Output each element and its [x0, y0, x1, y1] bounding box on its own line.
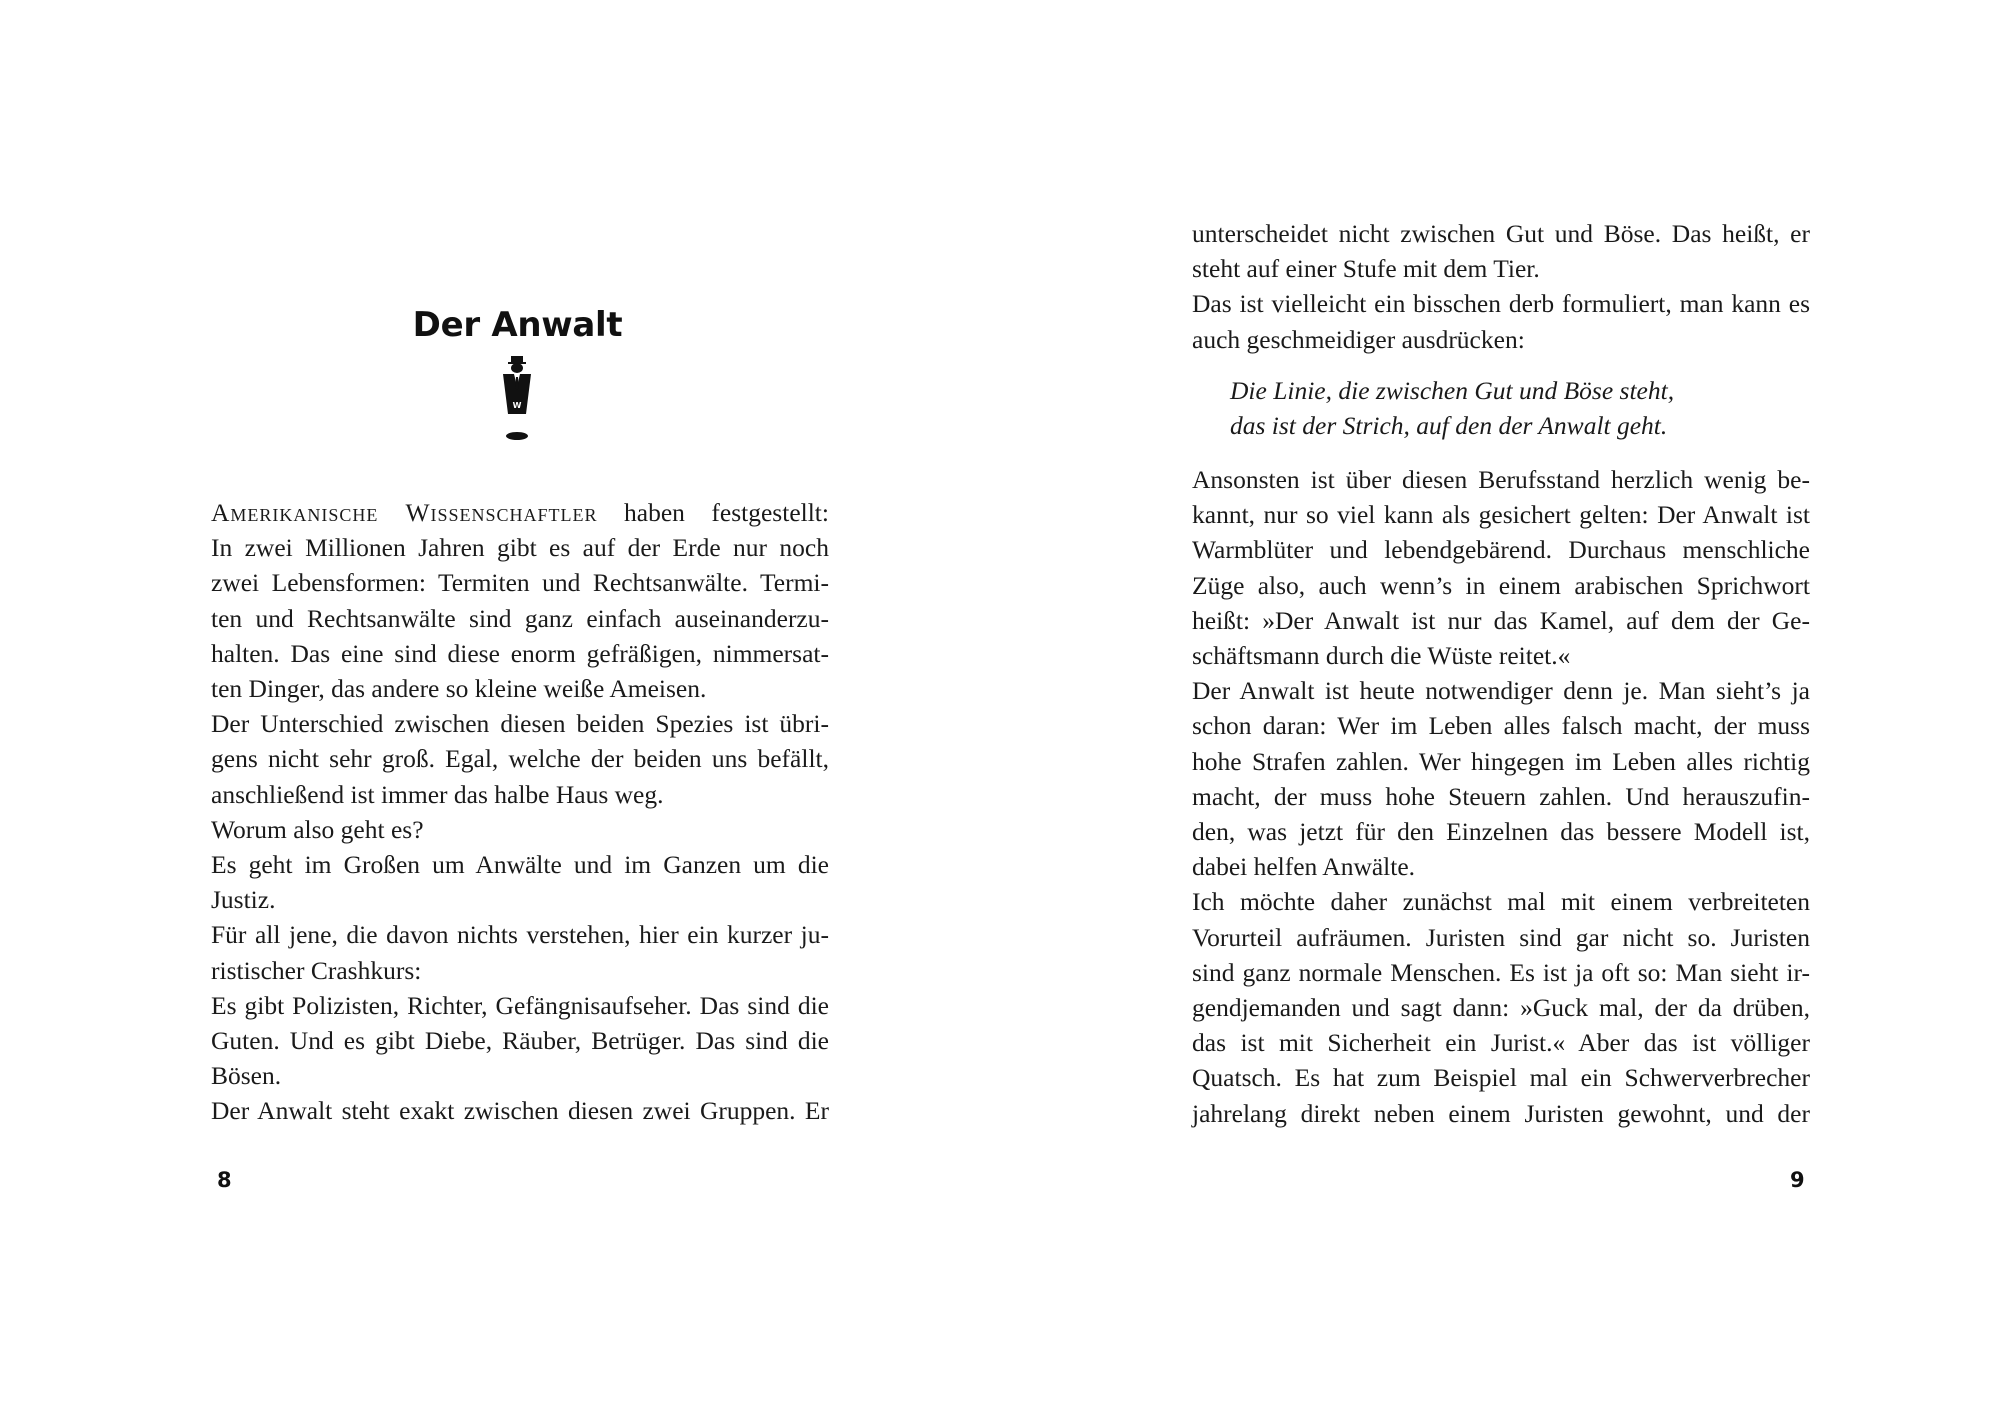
text-line: Quatsch. Es hat zum Beispiel mal ein Schwerverbrecher [1192, 1063, 1810, 1093]
text-line: gens nicht sehr groß. Egal, welche der beiden uns befällt, [211, 744, 829, 774]
text-line: heißt: »Der Anwalt ist nur das Kamel, auf dem der Ge- [1192, 605, 1810, 635]
text-line: sind ganz normale Menschen. Es ist ja oft so: Man sieht ir- [1192, 957, 1810, 987]
text-line: jahrelang direkt neben einem Juristen gewohnt, und der [1192, 1098, 1810, 1128]
text-line: Das ist vielleicht ein bisschen derb formuliert, man kann es [1192, 289, 1810, 319]
text-line: ten Dinger, das andere so kleine weiße Ameisen. [211, 674, 707, 703]
text-line: hohe Strafen zahlen. Wer hingegen im Leben alles richtig [1192, 746, 1810, 776]
text-line: auch geschmeidiger ausdrücken: [1192, 324, 1525, 354]
right-page [1000, 0, 2000, 1414]
verse-line: das ist der Strich, auf den der Anwalt geht. [1230, 411, 1668, 441]
text-line: Der Unterschied zwischen diesen beiden Spezies ist übri- [211, 709, 829, 739]
opening-smallcaps: Amerikanische Wissenschaftler [211, 498, 598, 527]
text-line: Es geht im Großen um Anwälte und im Ganzen um die [211, 850, 829, 880]
text-line: Warmblüter und lebendgebärend. Durchaus menschliche [1192, 535, 1810, 565]
text-line: steht auf einer Stufe mit dem Tier. [1192, 254, 1540, 284]
text-line: schäftsmann durch die Wüste reitet.« [1192, 641, 1571, 671]
text-line: haben festgestellt: [597, 498, 829, 527]
text-line: Der Anwalt ist heute notwendiger denn je. Man sieht’s ja [1192, 676, 1810, 706]
figure-letter: W [512, 401, 522, 410]
text-line: den, was jetzt für den Einzelnen das bessere Modell ist, [1192, 817, 1810, 847]
text-line: Justiz. [211, 885, 276, 915]
text-line: Der Anwalt steht exakt zwischen diesen zwei Gruppen. Er [211, 1096, 829, 1126]
text-line: zwei Lebensformen: Termiten und Rechtsanwälte. Termi- [211, 568, 829, 598]
text-line: Ansonsten ist über diesen Berufsstand herzlich wenig be- [1192, 465, 1810, 494]
lawyer-figure-icon [492, 356, 542, 442]
text-line: In zwei Millionen Jahren gibt es auf der Erde nur noch [211, 533, 829, 563]
text-line: anschließend ist immer das halbe Haus weg. [211, 779, 664, 809]
text-line: ten und Rechtsanwälte sind ganz einfach auseinanderzu- [211, 603, 829, 633]
text-line: unterscheidet nicht zwischen Gut und Böse. Das heißt, er [1192, 219, 1810, 248]
text-line: Guten. Und es gibt Diebe, Räuber, Betrüger. Das sind die [211, 1026, 829, 1056]
text-line: dabei helfen Anwälte. [1192, 852, 1416, 882]
page-number: 8 [217, 1168, 232, 1192]
text-line: Für all jene, die davon nichts verstehen, hier ein kurzer ju- [211, 920, 829, 950]
text-line: Worum also geht es? [211, 814, 424, 844]
text-line: das ist mit Sicherheit ein Jurist.« Aber das ist völliger [1192, 1028, 1810, 1058]
text-line: Es gibt Polizisten, Richter, Gefängnisaufseher. Das sind die [211, 990, 829, 1020]
left-body-text [211, 495, 829, 1129]
text-line: kannt, nur so viel kann als gesichert gelten: Der Anwalt ist [1192, 500, 1810, 530]
text-line: Vorurteil aufräumen. Juristen sind gar nicht so. Juristen [1192, 922, 1810, 952]
text-line: Bösen. [211, 1061, 282, 1091]
chapter-title: Der Anwalt [412, 305, 623, 345]
first-line [211, 495, 829, 530]
right-body-text-top [1192, 216, 1810, 357]
text-line: halten. Das eine sind diese enorm gefräßigen, nimmersat- [211, 638, 829, 668]
page-number: 9 [1790, 1168, 1805, 1192]
text-line: gendjemanden und sagt dann: »Guck mal, der da drüben, [1192, 993, 1810, 1023]
right-body-text-bottom [1192, 462, 1810, 1131]
text-line: Ich möchte daher zunächst mal mit einem verbreiteten [1192, 887, 1810, 917]
text-line: Züge also, auch wenn’s in einem arabischen Sprichwort [1192, 570, 1810, 600]
text-line: schon daran: Wer im Leben alles falsch macht, der muss [1192, 711, 1810, 741]
verse-quote [1230, 373, 1790, 443]
verse-line: Die Linie, die zwischen Gut und Böse steht, [1230, 376, 1675, 405]
text-line: ristischer Crashkurs: [211, 955, 422, 985]
text-line: macht, der muss hohe Steuern zahlen. Und herauszufin- [1192, 781, 1810, 811]
